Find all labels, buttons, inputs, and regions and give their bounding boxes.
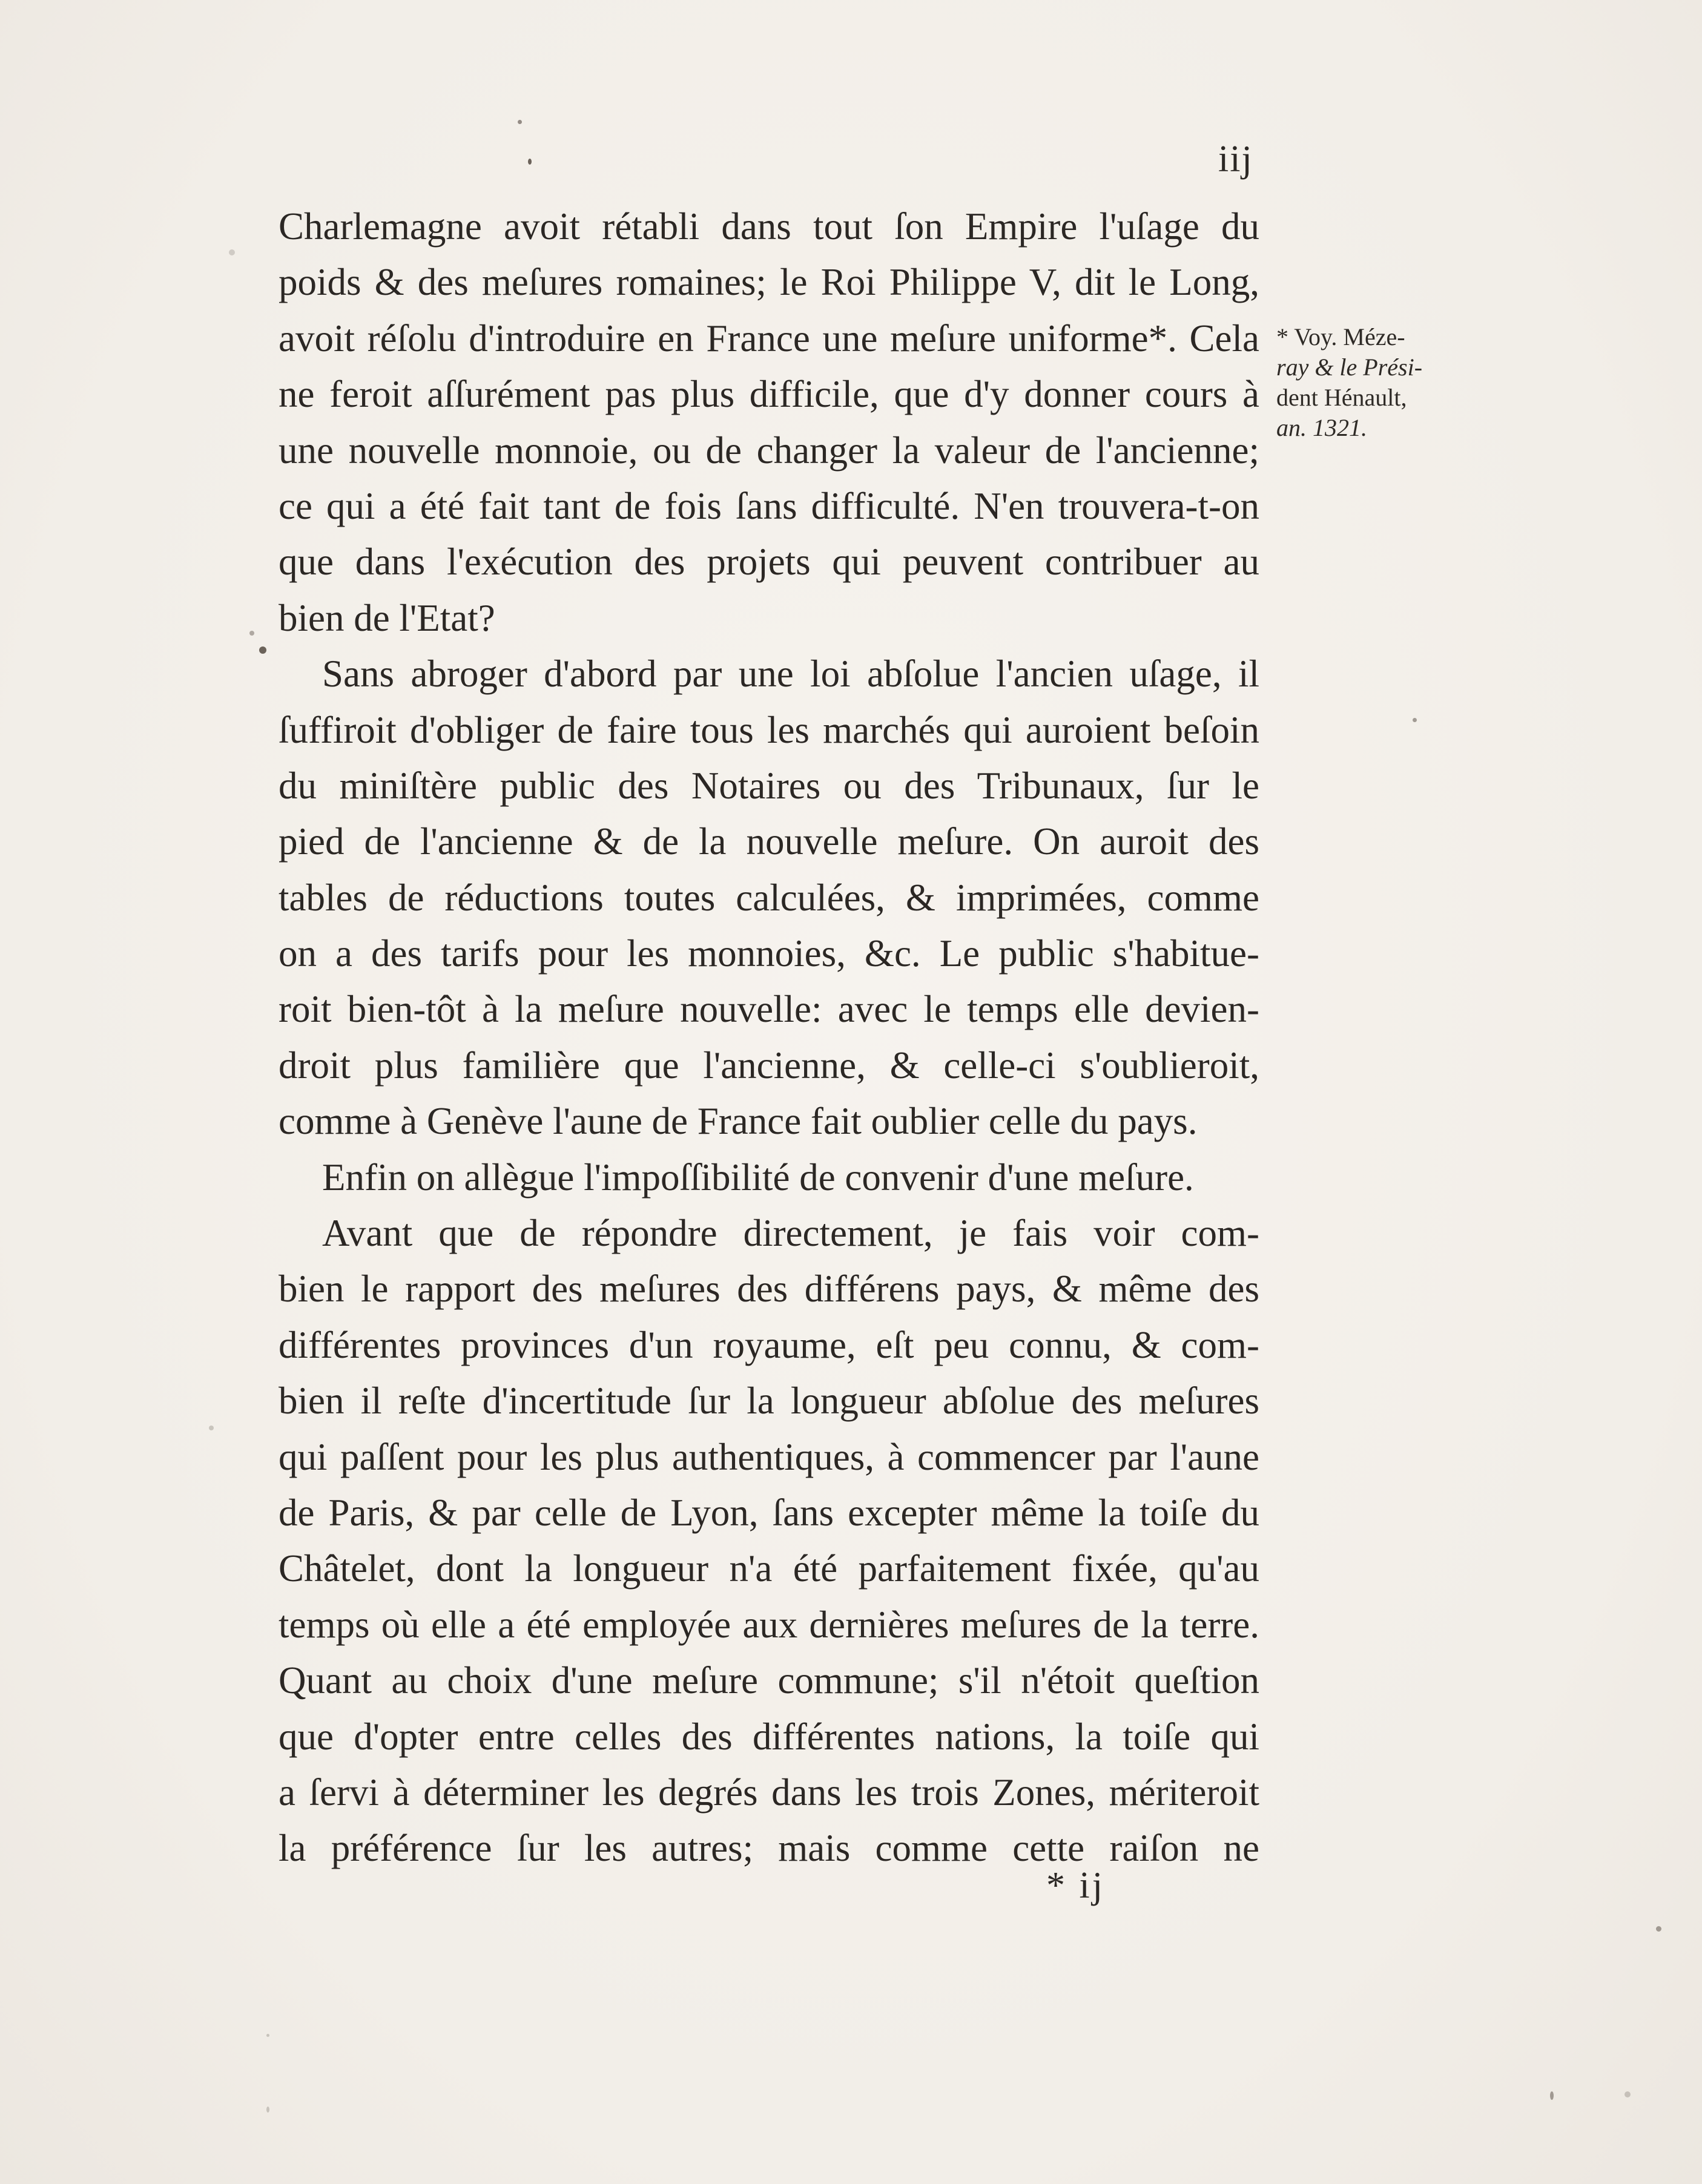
body-text	[279, 199, 1259, 1876]
paper-speck	[266, 2034, 269, 2037]
paper-speck	[518, 120, 522, 124]
text-line: Quant au choix d'une meſure commune; s'il n'étoit queſtion	[279, 1659, 1259, 1702]
text-line: Charlemagne avoit rétabli dans tout ſon Empire l'uſage du	[279, 205, 1259, 248]
text-line: ſuffiroit d'obliger de faire tous les marchés qui auroient beſoin	[279, 708, 1259, 751]
paper-speck	[528, 159, 532, 165]
text-line: différentes provinces d'un royaume, eſt peu connu, & com-	[279, 1323, 1259, 1366]
text-line: que dans l'exécution des projets qui peuvent contribuer au	[279, 541, 1259, 584]
text-line: temps où elle a été employée aux dernières meſures de la terre.	[279, 1603, 1259, 1646]
text-line: Châtelet, dont la longueur n'a été parfaitement fixée, qu'au	[279, 1547, 1259, 1590]
text-line: bien il reſte d'incertitude ſur la longueur abſolue des meſures	[279, 1380, 1259, 1423]
text-line: droit plus familière que l'ancienne, & celle-ci s'oublieroit,	[279, 1044, 1259, 1087]
page-number: iij	[1218, 139, 1253, 180]
text-line: comme à Genève l'aune de France fait oublier celle du pays.	[279, 1100, 1198, 1143]
text-line: on a des tarifs pour les monnoies, &c. Le public s'habitue-	[279, 932, 1259, 975]
text-line: que d'opter entre celles des différentes nations, la toiſe qui	[279, 1715, 1259, 1758]
text-line: qui paſſent pour les plus authentiques, à commencer par l'aune	[279, 1435, 1259, 1478]
marginal-note-line: ray & le Prési-	[1276, 354, 1423, 381]
text-line: de Paris, & par celle de Lyon, ſans excepter même la toiſe du	[279, 1491, 1259, 1534]
paper-speck	[209, 1426, 214, 1430]
text-line: avoit réſolu d'introduire en France une meſure uniforme*. Cela	[279, 317, 1259, 360]
marginal-note-line: * Voy. Méze-	[1276, 323, 1405, 350]
text-line: ce qui a été fait tant de fois ſans difficulté. N'en trouvera-t-on	[279, 484, 1259, 527]
text-line: bien le rapport des meſures des différens pays, & même des	[279, 1268, 1259, 1311]
text-line: Enfin on allègue l'impoſſibilité de convenir d'une meſure.	[322, 1156, 1194, 1199]
text-line: Sans abroger d'abord par une loi abſolue l'ancien uſage, il	[322, 653, 1259, 696]
text-line: tables de réductions toutes calculées, & imprimées, comme	[279, 876, 1259, 919]
text-line: ne feroit aſſurément pas plus difficile, que d'y donner cours à	[279, 373, 1259, 416]
marginal-note-line: an. 1321.	[1276, 414, 1367, 441]
paper-speck	[1413, 718, 1417, 722]
text-line: roit bien-tôt à la meſure nouvelle: avec le temps elle devien-	[279, 988, 1259, 1031]
paper-speck	[229, 249, 235, 255]
text-line: pied de l'ancienne & de la nouvelle meſure. On auroit des	[279, 820, 1259, 863]
marginal-note	[1276, 322, 1458, 443]
text-line: du miniſtère public des Notaires ou des Tribunaux, ſur le	[279, 764, 1259, 807]
text-line: poids & des meſures romaines; le Roi Philippe V, dit le Long,	[279, 261, 1259, 304]
text-line: une nouvelle monnoie, ou de changer la valeur de l'ancienne;	[279, 429, 1259, 472]
signature-mark: * ij	[1046, 1865, 1105, 1906]
paper-speck	[259, 646, 266, 654]
text-line: Avant que de répondre directement, je fais voir com-	[322, 1212, 1259, 1255]
marginal-note-line: dent Hénault,	[1276, 384, 1407, 411]
paper-speck	[249, 631, 254, 636]
paper-speck	[1656, 1926, 1661, 1932]
text-line: bien de l'Etat?	[279, 596, 495, 639]
text-line: a ſervi à déterminer les degrés dans les trois Zones, mériteroit	[279, 1771, 1259, 1814]
paper-speck	[1550, 2091, 1554, 2100]
paper-speck	[1624, 2091, 1631, 2097]
paper-speck	[266, 2107, 269, 2113]
text-line: la préférence ſur les autres; mais comme cette raiſon ne	[279, 1827, 1259, 1870]
